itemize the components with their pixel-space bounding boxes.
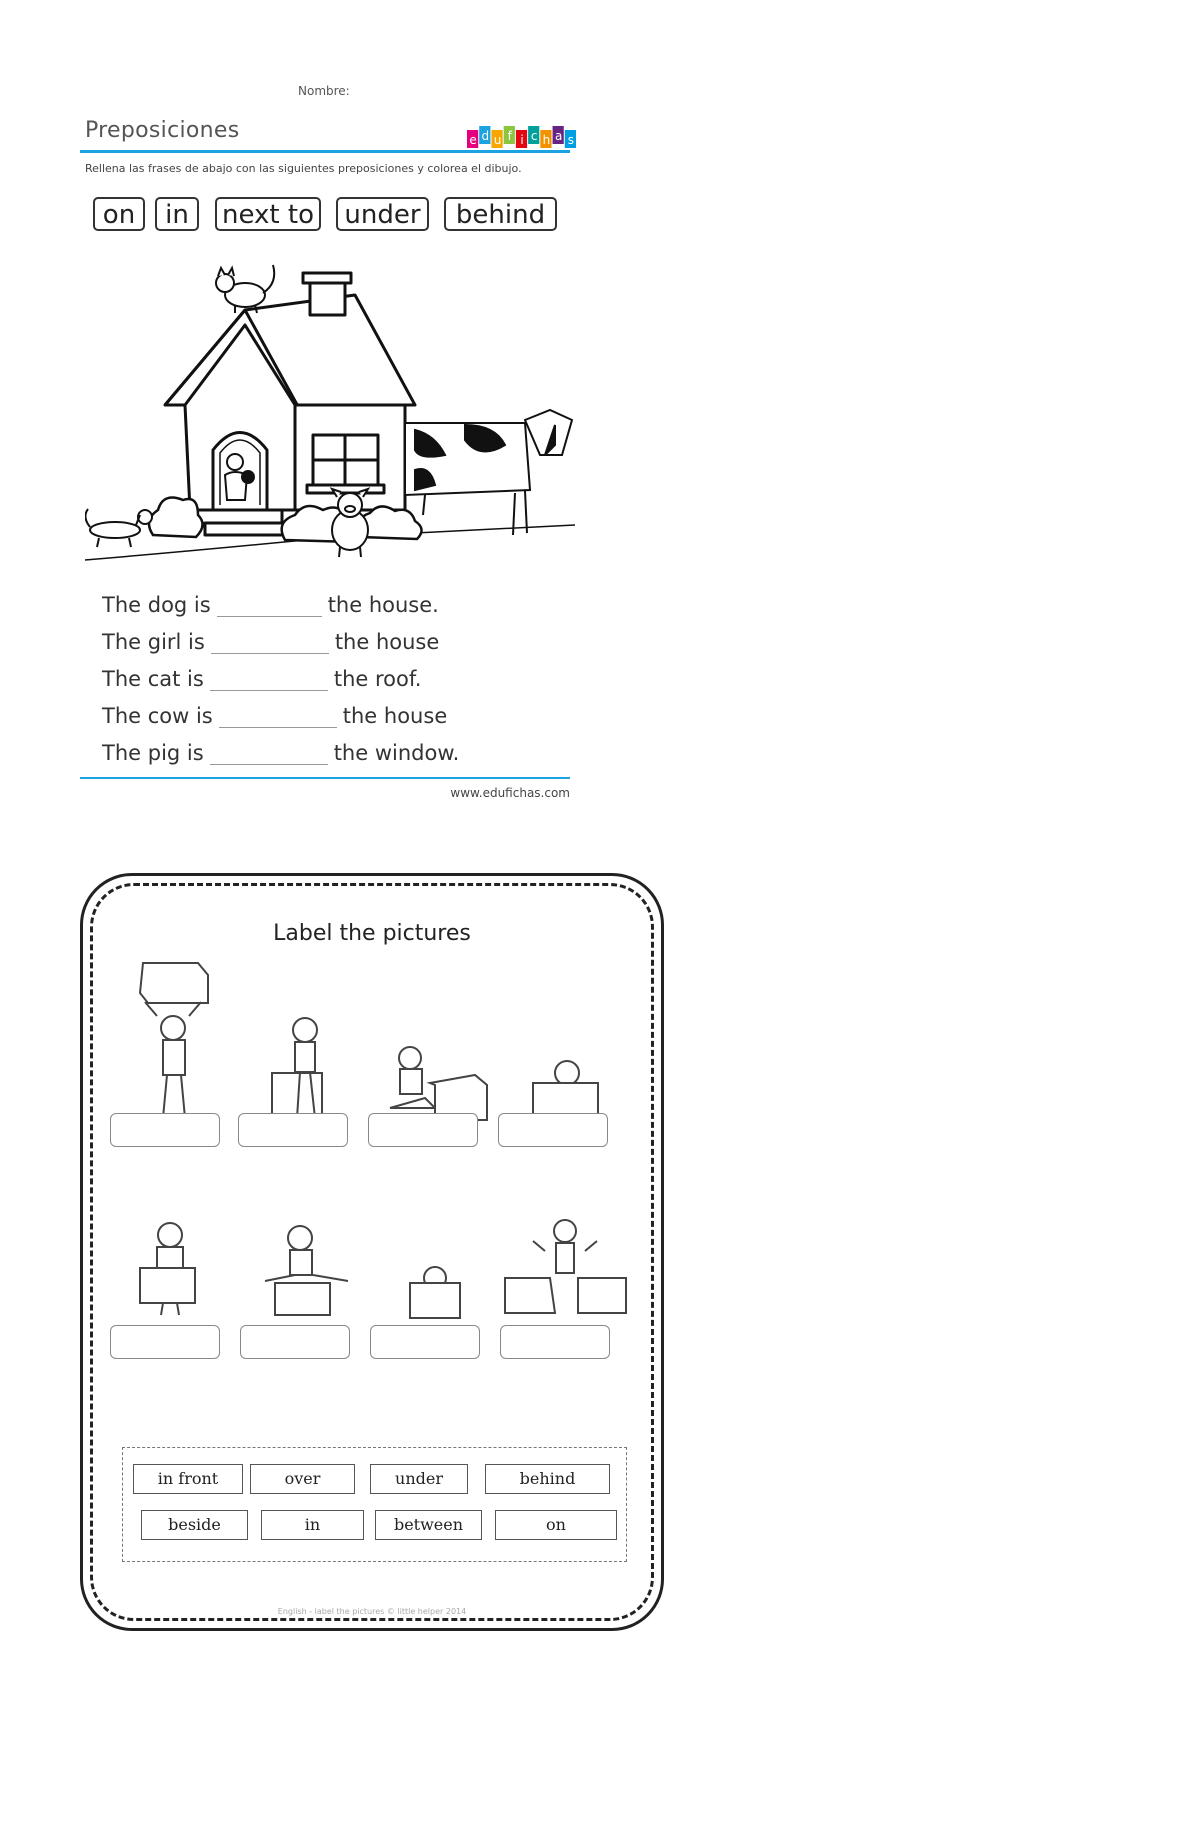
worksheet-preposiciones bbox=[80, 70, 580, 810]
answer-box-3[interactable] bbox=[368, 1113, 478, 1147]
fill-blank-2[interactable] bbox=[211, 635, 329, 654]
picture-box-under bbox=[375, 1163, 505, 1333]
fill-blank-5[interactable] bbox=[210, 746, 328, 765]
word-under: under bbox=[370, 1464, 468, 1494]
word-behind: behind bbox=[485, 1464, 610, 1494]
word-over: over bbox=[250, 1464, 355, 1494]
picture-box-behind bbox=[245, 958, 375, 1128]
answer-box-2[interactable] bbox=[238, 1113, 348, 1147]
logo-letter: h bbox=[542, 133, 551, 147]
word-beside: beside bbox=[141, 1510, 248, 1540]
logo-letter: c bbox=[530, 129, 538, 143]
sentence-4: The cow is the house bbox=[102, 704, 448, 728]
cow bbox=[405, 410, 572, 535]
worksheet-label-pictures bbox=[80, 873, 664, 1631]
logo-letter: a bbox=[554, 129, 563, 143]
instructions-text: Rellena las frases de abajo con las siguientes preposiciones y colorea el dibujo. bbox=[85, 162, 522, 175]
worksheet-title: Preposiciones bbox=[85, 118, 240, 143]
chip-next-to: next to bbox=[215, 197, 321, 231]
picture-box-beside bbox=[375, 958, 505, 1128]
fill-blank-3[interactable] bbox=[210, 672, 328, 691]
edufichas-logo bbox=[467, 120, 577, 154]
footer-divider bbox=[80, 777, 570, 779]
answer-box-6[interactable] bbox=[240, 1325, 350, 1359]
logo-letter: i bbox=[520, 133, 524, 147]
chip-in: in bbox=[155, 197, 199, 231]
title-divider bbox=[80, 150, 570, 153]
sentence-5: The pig is the window. bbox=[102, 741, 460, 765]
word-between: between bbox=[375, 1510, 482, 1540]
picture-box-on bbox=[245, 1163, 375, 1333]
logo-letter: d bbox=[481, 129, 490, 143]
answer-box-7[interactable] bbox=[370, 1325, 480, 1359]
picture-box-in-front bbox=[115, 1163, 245, 1333]
word-in: in bbox=[261, 1510, 364, 1540]
picture-box-over-head bbox=[115, 958, 245, 1128]
word-bank bbox=[122, 1447, 627, 1562]
sentence-3: The cat is the roof. bbox=[102, 667, 422, 691]
sentence-1: The dog is the house. bbox=[102, 593, 439, 617]
answer-box-1[interactable] bbox=[110, 1113, 220, 1147]
copyright-footer: English - label the pictures © little helper 2014 bbox=[277, 1607, 467, 1616]
chip-under: under bbox=[336, 197, 429, 231]
answer-box-5[interactable] bbox=[110, 1325, 220, 1359]
fill-blank-1[interactable] bbox=[217, 598, 322, 617]
logo-letter: f bbox=[507, 129, 512, 143]
word-in-front: in front bbox=[133, 1464, 243, 1494]
chip-on: on bbox=[93, 197, 145, 231]
chimney bbox=[310, 280, 345, 315]
house-scene-illustration bbox=[85, 255, 575, 575]
worksheet-title: Label the pictures bbox=[273, 921, 471, 946]
chip-behind: behind bbox=[444, 197, 557, 231]
logo-letter: e bbox=[469, 133, 477, 147]
picture-box-in bbox=[505, 958, 635, 1128]
word-on: on bbox=[495, 1510, 617, 1540]
source-url: www.edufichas.com bbox=[450, 786, 570, 800]
sentence-2: The girl is the house bbox=[102, 630, 440, 654]
name-label: Nombre: bbox=[298, 84, 350, 98]
dog bbox=[85, 509, 152, 547]
fill-blank-4[interactable] bbox=[219, 709, 337, 728]
logo-letter: s bbox=[567, 133, 575, 147]
answer-box-4[interactable] bbox=[498, 1113, 608, 1147]
logo-letter: u bbox=[493, 133, 502, 147]
picture-box-between bbox=[500, 1163, 630, 1333]
answer-box-8[interactable] bbox=[500, 1325, 610, 1359]
